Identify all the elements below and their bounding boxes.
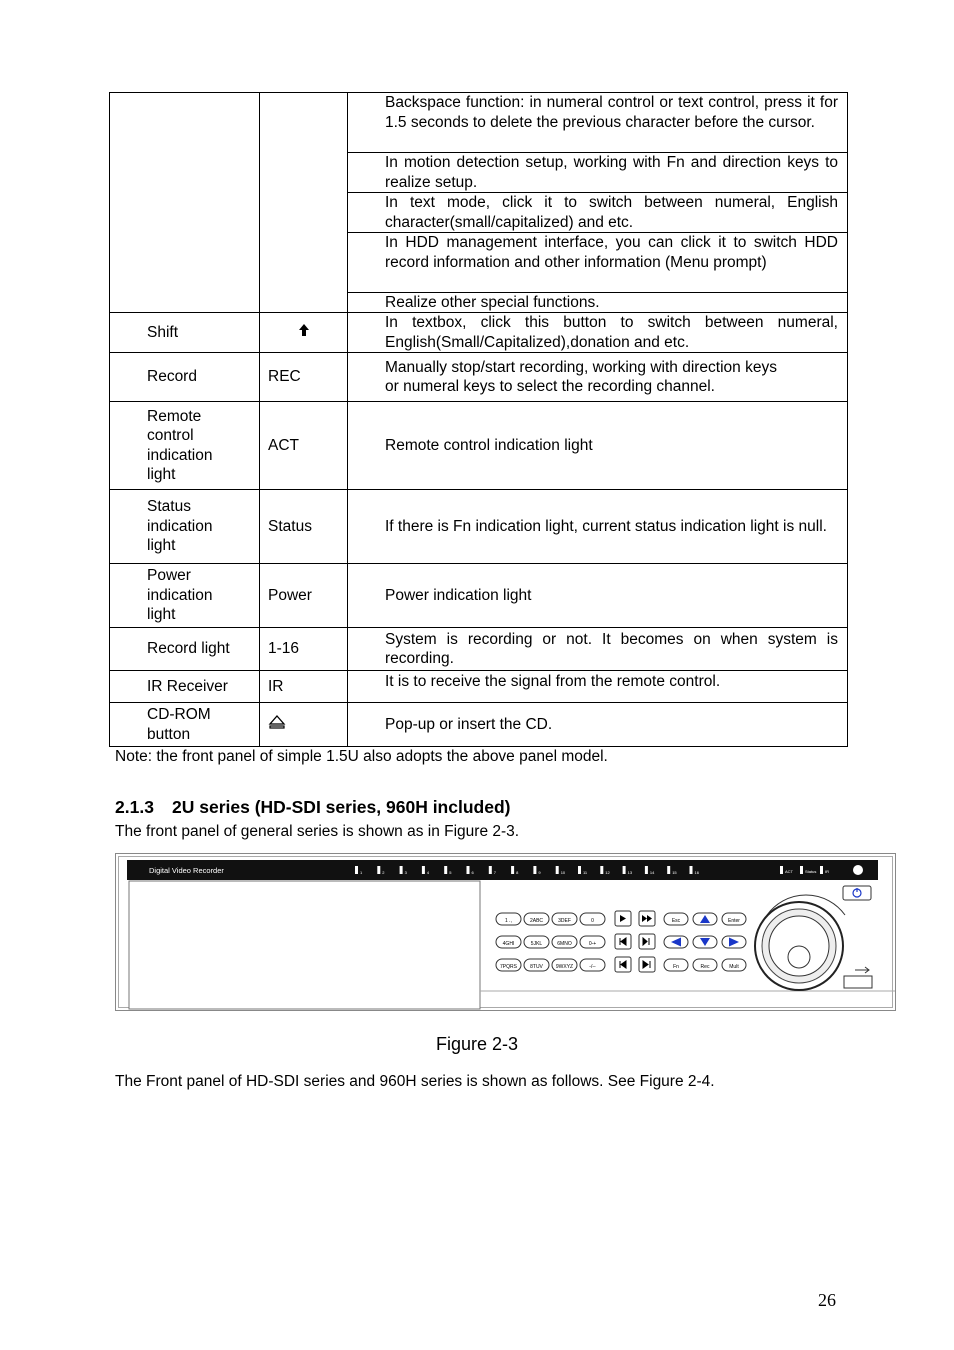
row-key: 1-16: [268, 640, 300, 658]
power-button: [843, 886, 871, 900]
channel-number: 1: [360, 870, 363, 875]
channel-light: [600, 866, 603, 874]
channel-light: [556, 866, 559, 874]
channel-light: [377, 866, 380, 874]
fn-name-cell: [110, 93, 260, 313]
table-row: [110, 628, 848, 671]
table-row: [110, 490, 848, 564]
channel-number: 6: [471, 870, 474, 875]
svg-text:5JKL: 5JKL: [530, 941, 543, 947]
row-name-line: light: [147, 466, 176, 483]
channel-number: 10: [560, 870, 566, 875]
row-name-line: Power: [147, 567, 191, 585]
svg-text:7PQRS: 7PQRS: [500, 964, 517, 970]
channel-light: [511, 866, 514, 874]
channel-light: [489, 866, 492, 874]
channel-light: [400, 866, 403, 874]
row-name-line: CD-ROM: [147, 706, 211, 723]
section-number: 2.1.3: [115, 797, 154, 817]
row-name-line: Remote: [147, 407, 202, 425]
svg-text:8TUV: 8TUV: [530, 964, 543, 970]
fn-desc-cell: [348, 93, 848, 313]
row-name-line: control: [147, 427, 194, 444]
row-key: Power: [268, 586, 312, 604]
fn-desc-text-mode: In text mode, click it to switch between numeral, English character(small/capitalized) and etc.: [348, 193, 847, 233]
svg-text:Enter: Enter: [728, 918, 740, 924]
row-desc: Power indication light: [385, 586, 532, 604]
fn-key-cell: [260, 93, 348, 313]
row-name-line: light: [147, 606, 176, 624]
row-desc: If there is Fn indication light, current status indication light is null.: [385, 517, 827, 535]
row-name-line: light: [147, 537, 176, 555]
row-desc-line: or numeral keys to select the recording channel.: [385, 378, 715, 395]
indicator-label: IR: [825, 869, 829, 874]
channel-light: [533, 866, 536, 874]
row-name-line: indication: [147, 586, 213, 604]
channel-number: 12: [605, 870, 610, 875]
figure-caption: Figure 2-3: [435, 1034, 519, 1054]
channel-number: 4: [426, 870, 430, 875]
section-title: 2U series (HD-SDI series, 960H included): [172, 797, 511, 817]
row-name: Record light: [147, 640, 230, 658]
row-key: IR: [268, 677, 284, 695]
channel-number: 5: [449, 870, 452, 875]
channel-number: 13: [627, 870, 633, 875]
channel-number: 11: [583, 870, 588, 875]
key-function-table: [109, 92, 848, 747]
channel-light: [578, 866, 581, 874]
table-row: [110, 353, 848, 402]
indicator-label: ACT: [785, 869, 793, 874]
channel-light: [623, 866, 626, 874]
svg-text:Mult: Mult: [729, 964, 739, 970]
indicator-label: Status: [805, 869, 817, 874]
table-row: [110, 703, 848, 747]
front-panel-figure: [115, 853, 896, 1011]
page-number: 26: [818, 1290, 836, 1310]
row-desc: In textbox, click this button to switch between numeral, English(Small/Capitalized),donation and etc.: [385, 314, 838, 351]
row-name-line: Status: [147, 498, 191, 516]
direction-keys: [664, 913, 746, 971]
fn-desc-motion: In motion detection setup, working with Fn and direction keys to realize setup.: [348, 153, 847, 193]
fn-desc-backspace: Backspace function: in numeral control or text control, press it for 1.5 seconds to delete the previous character before the cursor.: [348, 93, 847, 153]
svg-text:2ABC: 2ABC: [529, 918, 544, 924]
channel-number: 15: [672, 870, 677, 875]
table-row: [110, 313, 848, 353]
up-arrow-icon: [298, 323, 310, 337]
channel-light: [444, 866, 447, 874]
svg-text:3DEF: 3DEF: [558, 918, 571, 924]
channel-number: 3: [404, 870, 407, 875]
svg-text:0: 0: [591, 918, 594, 924]
channel-number: 14: [649, 870, 655, 875]
channel-light: [355, 866, 358, 874]
row-desc: Remote control indication light: [385, 436, 593, 454]
channel-light: [422, 866, 425, 874]
brand-label: Digital Video Recorder: [149, 866, 224, 875]
channel-light: [467, 866, 470, 874]
row-desc: Pop-up or insert the CD.: [385, 715, 553, 733]
svg-text:0-+: 0-+: [588, 941, 597, 947]
svg-text:-/--: -/--: [589, 964, 596, 970]
following-paragraph: The Front panel of HD-SDI series and 960H series is shown as follows. See Figure 2-4.: [115, 1073, 715, 1090]
svg-text:4GHI: 4GHI: [502, 941, 515, 947]
table-row: [110, 671, 848, 703]
section-heading: [115, 797, 510, 818]
svg-text:Fn: Fn: [673, 964, 679, 970]
row-key: Status: [268, 517, 312, 535]
intro-paragraph: The front panel of general series is shown as in Figure 2-3.: [115, 823, 520, 840]
row-name: IR Receiver: [147, 677, 228, 695]
svg-text:6MNO: 6MNO: [557, 941, 572, 947]
row-key: REC: [268, 368, 301, 386]
row-name: Record: [147, 368, 197, 386]
channel-number: 8: [516, 870, 519, 875]
fn-desc-hdd: In HDD management interface, you can click it to switch HDD record information and other information (Menu prompt): [348, 233, 847, 293]
svg-text:1 .,: 1 .,: [505, 918, 512, 924]
note-text: Note: the front panel of simple 1.5U also adopts the above panel model.: [115, 748, 608, 765]
row-key: ACT: [268, 436, 299, 454]
channel-light: [645, 866, 648, 874]
svg-text:Rec: Rec: [700, 964, 710, 970]
row-desc: It is to receive the signal from the remote control.: [385, 673, 721, 690]
channel-light: [690, 866, 693, 874]
svg-text:Esc: Esc: [671, 918, 681, 924]
channel-number: 2: [382, 870, 385, 875]
channel-number: 7: [493, 870, 497, 875]
row-desc: System is recording or not. It becomes on when system is recording.: [385, 630, 838, 667]
row-name-line: indication: [147, 446, 213, 464]
channel-number: 9: [538, 870, 541, 875]
eject-icon: [268, 714, 286, 730]
table-row: [110, 402, 848, 490]
row-name-line: button: [147, 725, 191, 743]
row-name-line: indication: [147, 517, 213, 535]
fn-desc-special: Realize other special functions.: [385, 294, 600, 311]
table-row: [110, 564, 848, 628]
channel-number: 16: [694, 870, 699, 875]
svg-text:9WXYZ: 9WXYZ: [555, 964, 574, 970]
row-name: Shift: [147, 323, 179, 341]
row-desc-line: Manually stop/start recording, working with direction keys: [385, 358, 777, 376]
channel-light: [667, 866, 670, 874]
